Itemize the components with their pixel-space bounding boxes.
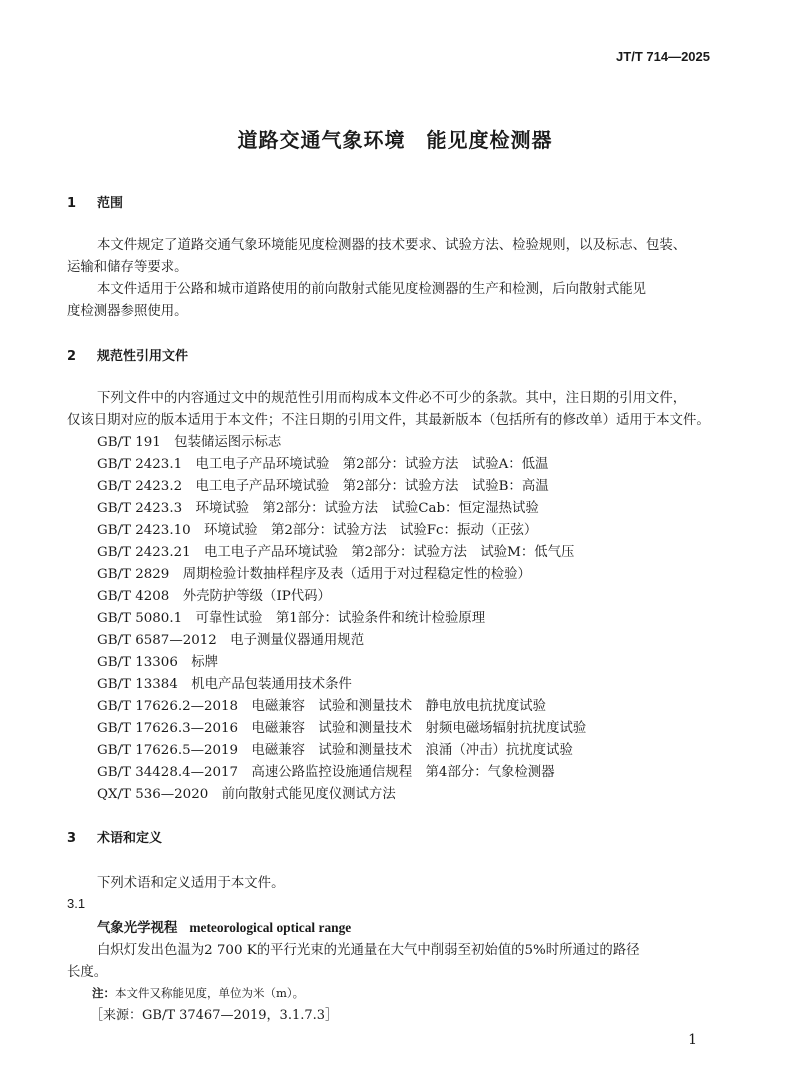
reference-item: GB/T 4208 外壳防护等级（IP代码）: [97, 589, 331, 604]
reference-item: GB/T 2423.2 电工电子产品环境试验 第2部分：试验方法 试验B：高温: [97, 479, 549, 494]
section-3-heading: [67, 827, 162, 846]
term-entry: [97, 917, 351, 936]
reference-item: GB/T 2423.21 电工电子产品环境试验 第2部分：试验方法 试验M：低气压: [97, 545, 575, 560]
term-number: 3.1: [67, 896, 86, 911]
reference-item: GB/T 13384 机电产品包装通用技术条件: [97, 677, 352, 692]
page-number: 1: [688, 1032, 697, 1048]
section-number: 3: [67, 831, 77, 846]
section-title: 术语和定义: [97, 831, 163, 846]
reference-item: GB/T 17626.2—2018 电磁兼容 试验和测量技术 静电放电抗扰度试验: [97, 699, 547, 714]
section-1-para-line: 本文件适用于公路和城市道路使用的前向散射式能见度检测器的生产和检测，后向散射式能见: [97, 282, 647, 297]
reference-item: GB/T 5080.1 可靠性试验 第1部分：试验条件和统计检验原理: [97, 611, 486, 626]
reference-item: GB/T 17626.3—2016 电磁兼容 试验和测量技术 射频电磁场辐射抗扰度试验: [97, 721, 587, 736]
section-title: 规范性引用文件: [97, 349, 189, 364]
reference-item: GB/T 6587—2012 电子测量仪器通用规范: [97, 633, 365, 648]
reference-item: GB/T 17626.5—2019 电磁兼容 试验和测量技术 浪涌（冲击）抗扰度试验: [97, 743, 573, 758]
reference-item: GB/T 2829 周期检验计数抽样程序及表（适用于对过程稳定性的检验）: [97, 567, 531, 582]
section-1-para-line: 度检测器参照使用。: [67, 304, 188, 319]
term-chinese: 气象光学视程: [97, 921, 178, 936]
section-1-para-line: 运输和储存等要求。: [67, 260, 188, 275]
section-1-para-line: 本文件规定了道路交通气象环境能见度检测器的技术要求、试验方法、检验规则，以及标志、包装、: [97, 238, 687, 253]
term-english: meteorological optical range: [189, 920, 352, 935]
reference-item: GB/T 191 包装储运图示标志: [97, 435, 282, 450]
term-definition-line: 长度。: [67, 965, 108, 980]
note-text: 本文件又称能见度，单位为米（m）。: [115, 986, 305, 1000]
note-label: 注：: [92, 986, 115, 1000]
section-2-intro-line: 仅该日期对应的版本适用于本文件；不注日期的引用文件，其最新版本（包括所有的修改单）适用于本文件。: [67, 413, 710, 428]
reference-item: GB/T 2423.1 电工电子产品环境试验 第2部分：试验方法 试验A：低温: [97, 457, 549, 472]
reference-item: QX/T 536—2020 前向散射式能见度仪测试方法: [97, 787, 396, 802]
document-title: 道路交通气象环境 能见度检测器: [237, 128, 553, 152]
standard-code: JT/T 714—2025: [616, 49, 710, 64]
term-definition-line: 白炽灯发出色温为2 700 K的平行光束的光通量在大气中削弱至初始值的5%时所通过的路径: [97, 943, 640, 958]
section-1-heading: [67, 192, 123, 211]
term-note: [92, 985, 304, 1001]
section-3-intro: 下列术语和定义适用于本文件。: [97, 876, 285, 891]
reference-item: GB/T 2423.3 环境试验 第2部分：试验方法 试验Cab：恒定湿热试验: [97, 501, 539, 516]
section-title: 范围: [97, 196, 124, 211]
reference-item: GB/T 34428.4—2017 高速公路监控设施通信规程 第4部分：气象检测器: [97, 765, 555, 780]
section-2-intro-line: 下列文件中的内容通过文中的规范性引用而构成本文件必不可少的条款。其中，注日期的引用文件，: [97, 391, 687, 406]
reference-item: GB/T 2423.10 环境试验 第2部分：试验方法 试验Fc：振动（正弦）: [97, 523, 538, 538]
section-number: 1: [67, 196, 77, 211]
term-source: ［来源：GB/T 37467—2019，3.1.7.3］: [90, 1008, 339, 1023]
reference-item: GB/T 13306 标牌: [97, 655, 219, 670]
section-number: 2: [67, 349, 77, 364]
section-2-heading: [67, 345, 188, 364]
